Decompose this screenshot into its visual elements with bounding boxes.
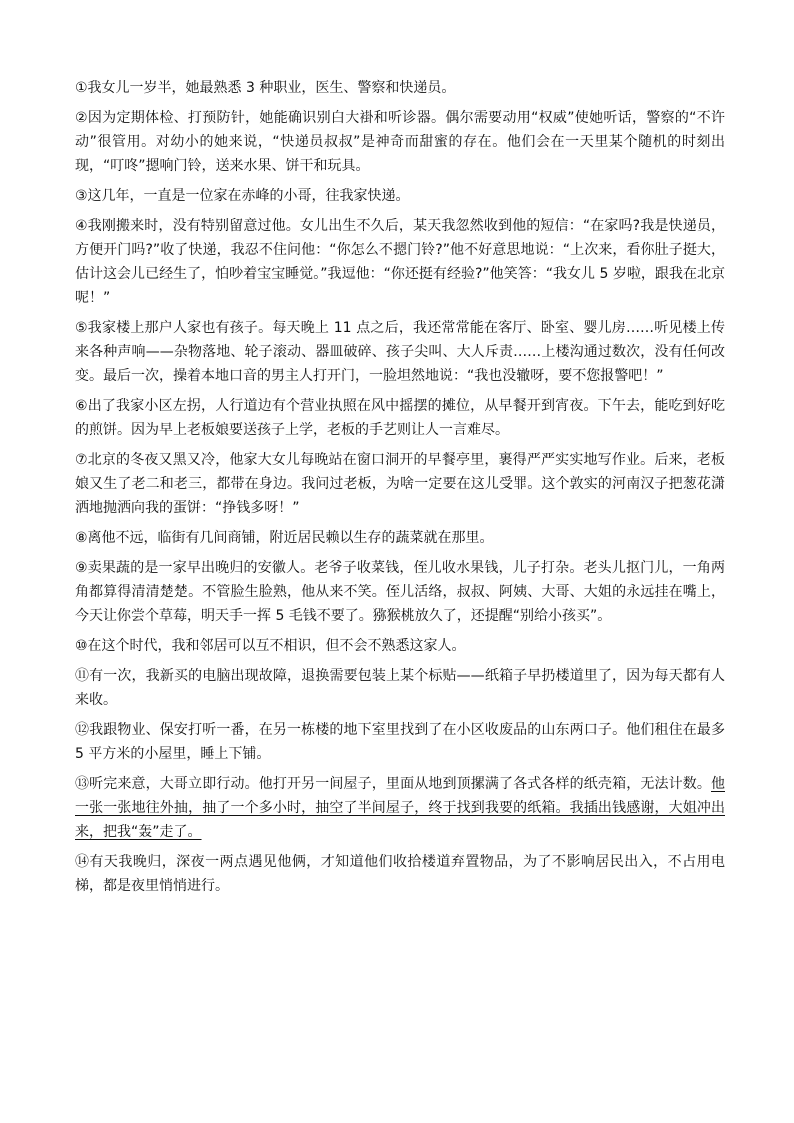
paragraph-12 (75, 718, 725, 766)
paragraph-6 (75, 394, 725, 442)
paragraph-8 (75, 526, 725, 550)
paragraph-text: ⑪有一次，我新买的电脑出现故障，退换需要包装上某个标贴——纸箱子早扔楼道里了，因为每天都有人来收。 (75, 668, 725, 708)
paragraph-1 (75, 76, 725, 100)
article-body (75, 76, 725, 904)
paragraph-3 (75, 184, 725, 208)
paragraph-9 (75, 556, 725, 628)
paragraph-5 (75, 316, 725, 388)
paragraph-2 (75, 106, 725, 178)
paragraph-text: ⑭有天我晚归，深夜一两点遇见他俩，才知道他们收拾楼道弃置物品，为了不影响居民出入，不占用电梯，都是夜里悄悄进行。 (75, 854, 725, 894)
paragraph-text: ④我刚搬来时，没有特别留意过他。女儿出生不久后，某天我忽然收到他的短信：“在家吗?我是快递员，方便开门吗?”收了快递，我忍不住问他：“你怎么不摁门铃?”他不好意思地说：“上次来，看你肚子挺大，估计这会儿已经生了，怕吵着宝宝睡觉。”我逗他：“你还挺有经验?”他笑答：“我女儿 5 岁啦，跟我在北京呢！” (75, 218, 725, 306)
paragraph-13 (75, 772, 725, 844)
paragraph-text: ⑤我家楼上那户人家也有孩子。每天晚上 11 点之后，我还常常能在客厅、卧室、婴儿房……听见楼上传来各种声响——杂物落地、轮子滚动、器皿破碎、孩子尖叫、大人斥责……上楼沟通过数次，没有任何改变。最后一次，操着本地口音的男主人打开门，一脸坦然地说：“我也没辙呀，要不您报警吧！” (75, 320, 725, 384)
paragraph-text: ⑦北京的冬夜又黑又冷，他家大女儿每晚站在窗口洞开的早餐亭里，裹得严严实实地写作业。后来，老板娘又生了老二和老三，都带在身边。我问过老板，为啥一定要在这儿受罪。这个敦实的河南汉子把葱花潇洒地抛洒向我的蛋饼：“挣钱多呀！” (75, 452, 725, 516)
paragraph-7 (75, 448, 725, 520)
paragraph-text: ⑫我跟物业、保安打听一番，在另一栋楼的地下室里找到了在小区收废品的山东两口子。他们租住在最多 5 平方米的小屋里，睡上下铺。 (75, 722, 725, 762)
paragraph-11 (75, 664, 725, 712)
paragraph-4 (75, 214, 725, 310)
paragraph-10 (75, 634, 725, 658)
paragraph-text: ⑨卖果蔬的是一家早出晚归的安徽人。老爷子收菜钱，侄儿收水果钱，儿子打杂。老头儿抠门儿，一角两角都算得清清楚楚。不管脸生脸熟，他从来不笑。侄儿活络，叔叔、阿姨、大哥、大姐的永远挂在嘴上，今天让你尝个草莓，明天手一挥 5 毛钱不要了。猕猴桃放久了，还提醒“别给小孩买”。 (75, 560, 725, 624)
underlined-sentence: 他一张一张地往外抽，抽了一个多小时，抽空了半间屋子，终于找到我要的纸箱。我插出钱感谢，大姐冲出来，把我“轰”走了。 (75, 776, 725, 840)
paragraph-14 (75, 850, 725, 898)
paragraph-text: ③这几年，一直是一位家在赤峰的小哥，往我家快递。 (75, 188, 410, 204)
paragraph-text: ⑧离他不远，临街有几间商铺，附近居民赖以生存的蔬菜就在那里。 (75, 530, 494, 546)
paragraph-text: ①我女儿一岁半，她最熟悉 3 种职业，医生、警察和快递员。 (75, 80, 456, 96)
paragraph-text: ⑬听完来意，大哥立即行动。他打开另一间屋子，里面从地到顶摞满了各式各样的纸壳箱，无法计数。 (75, 776, 711, 792)
paragraph-text: ②因为定期体检、打预防针，她能确识别白大褂和听诊器。偶尔需要动用“权威”使她听话，警察的“不许动”很管用。对幼小的她来说，“快递员叔叔”是神奇而甜蜜的存在。他们会在一天里某个随机的时刻出现，“叮咚”摁响门铃，送来水果、饼干和玩具。 (75, 110, 725, 174)
paragraph-text: ⑩在这个时代，我和邻居可以互不相识，但不会不熟悉这家人。 (75, 638, 466, 654)
paragraph-text: ⑥出了我家小区左拐，人行道边有个营业执照在风中摇摆的摊位，从早餐开到宵夜。下午去，能吃到好吃的煎饼。因为早上老板娘要送孩子上学，老板的手艺则让人一言难尽。 (75, 398, 725, 438)
